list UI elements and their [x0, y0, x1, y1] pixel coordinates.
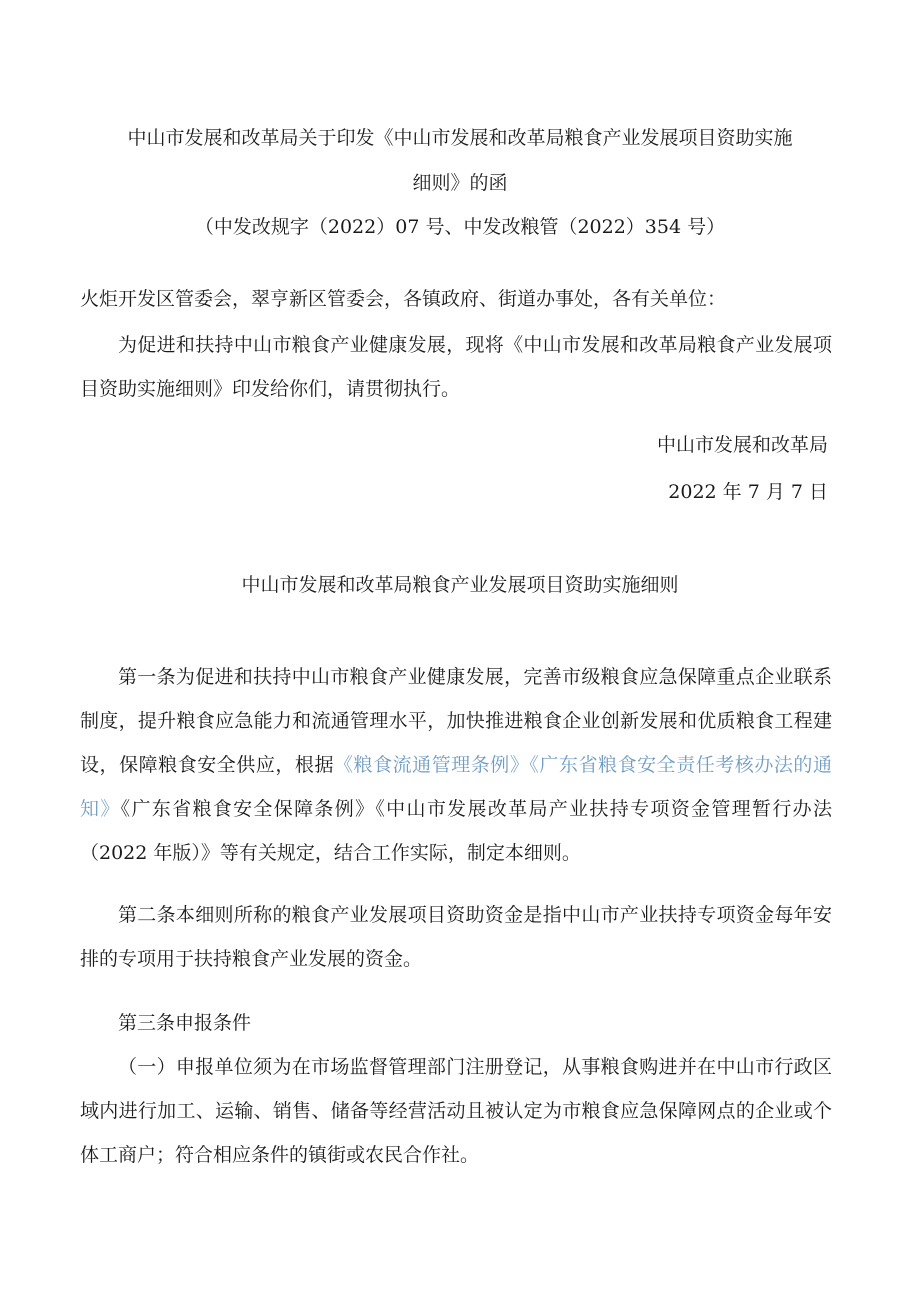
document-number: （中发改规字（2022）07 号、中发改粮管（2022）354 号）: [194, 216, 726, 238]
letter-title: 中山市发展和改革局关于印发《中山市发展和改革局粮食产业发展项目资助实施: [127, 127, 793, 149]
regulation-link-grain-circulation[interactable]: 《粮食流通管理条例》: [334, 754, 530, 776]
article-2: 第二条本细则所称的粮食产业发展项目资助资金是指中山市产业扶持专项资金每年安排的专项用于扶持粮食产业发展的资金。: [80, 904, 832, 970]
regulation-link-grain-security-assessment[interactable]: 《广东省粮食安全责任考核办法的通知》: [80, 754, 832, 820]
article-3-item-1: （一）申报单位须为在市场监督管理部门注册登记，从事粮食购进并在中山市行政区域内进行加工、运输、销售、储备等经营活动且被认定为市粮食应急保障网点的企业或个体工商户；符合相应条件的镇街或农民合作社。: [80, 1056, 832, 1166]
salutation: 火炬开发区管委会，翠亨新区管委会，各镇政府、街道办事处，各有关单位：: [80, 288, 727, 310]
article-1-text: 第一条为促进和扶持中山市粮食产业健康发展，完善市级粮食应急保障重点企业联系制度，提升粮食应急能力和流通管理水平，加快推进粮食企业创新发展和优质粮食工程建设，保障粮食安全供应，根据: [80, 666, 832, 776]
letter-title-continued: 细则》的函: [412, 172, 508, 194]
letter-body: 为促进和扶持中山市粮食产业健康发展，现将《中山市发展和改革局粮食产业发展项目资助实施细则》印发给你们，请贯彻执行。: [80, 334, 832, 400]
article-1: [80, 655, 832, 875]
article-3-heading: 第三条申报条件: [118, 1012, 252, 1034]
signature-organization: 中山市发展和改革局: [656, 434, 828, 456]
signature-date: 2022 年 7 月 7 日: [668, 481, 828, 503]
article-1-text-continued: 《广东省粮食安全保障条例》《中山市发展改革局产业扶持专项资金管理暂行办法（2022 年版）》等有关规定，结合工作实际，制定本细则。: [80, 798, 832, 864]
rules-title: 中山市发展和改革局粮食产业发展项目资助实施细则: [241, 574, 679, 596]
